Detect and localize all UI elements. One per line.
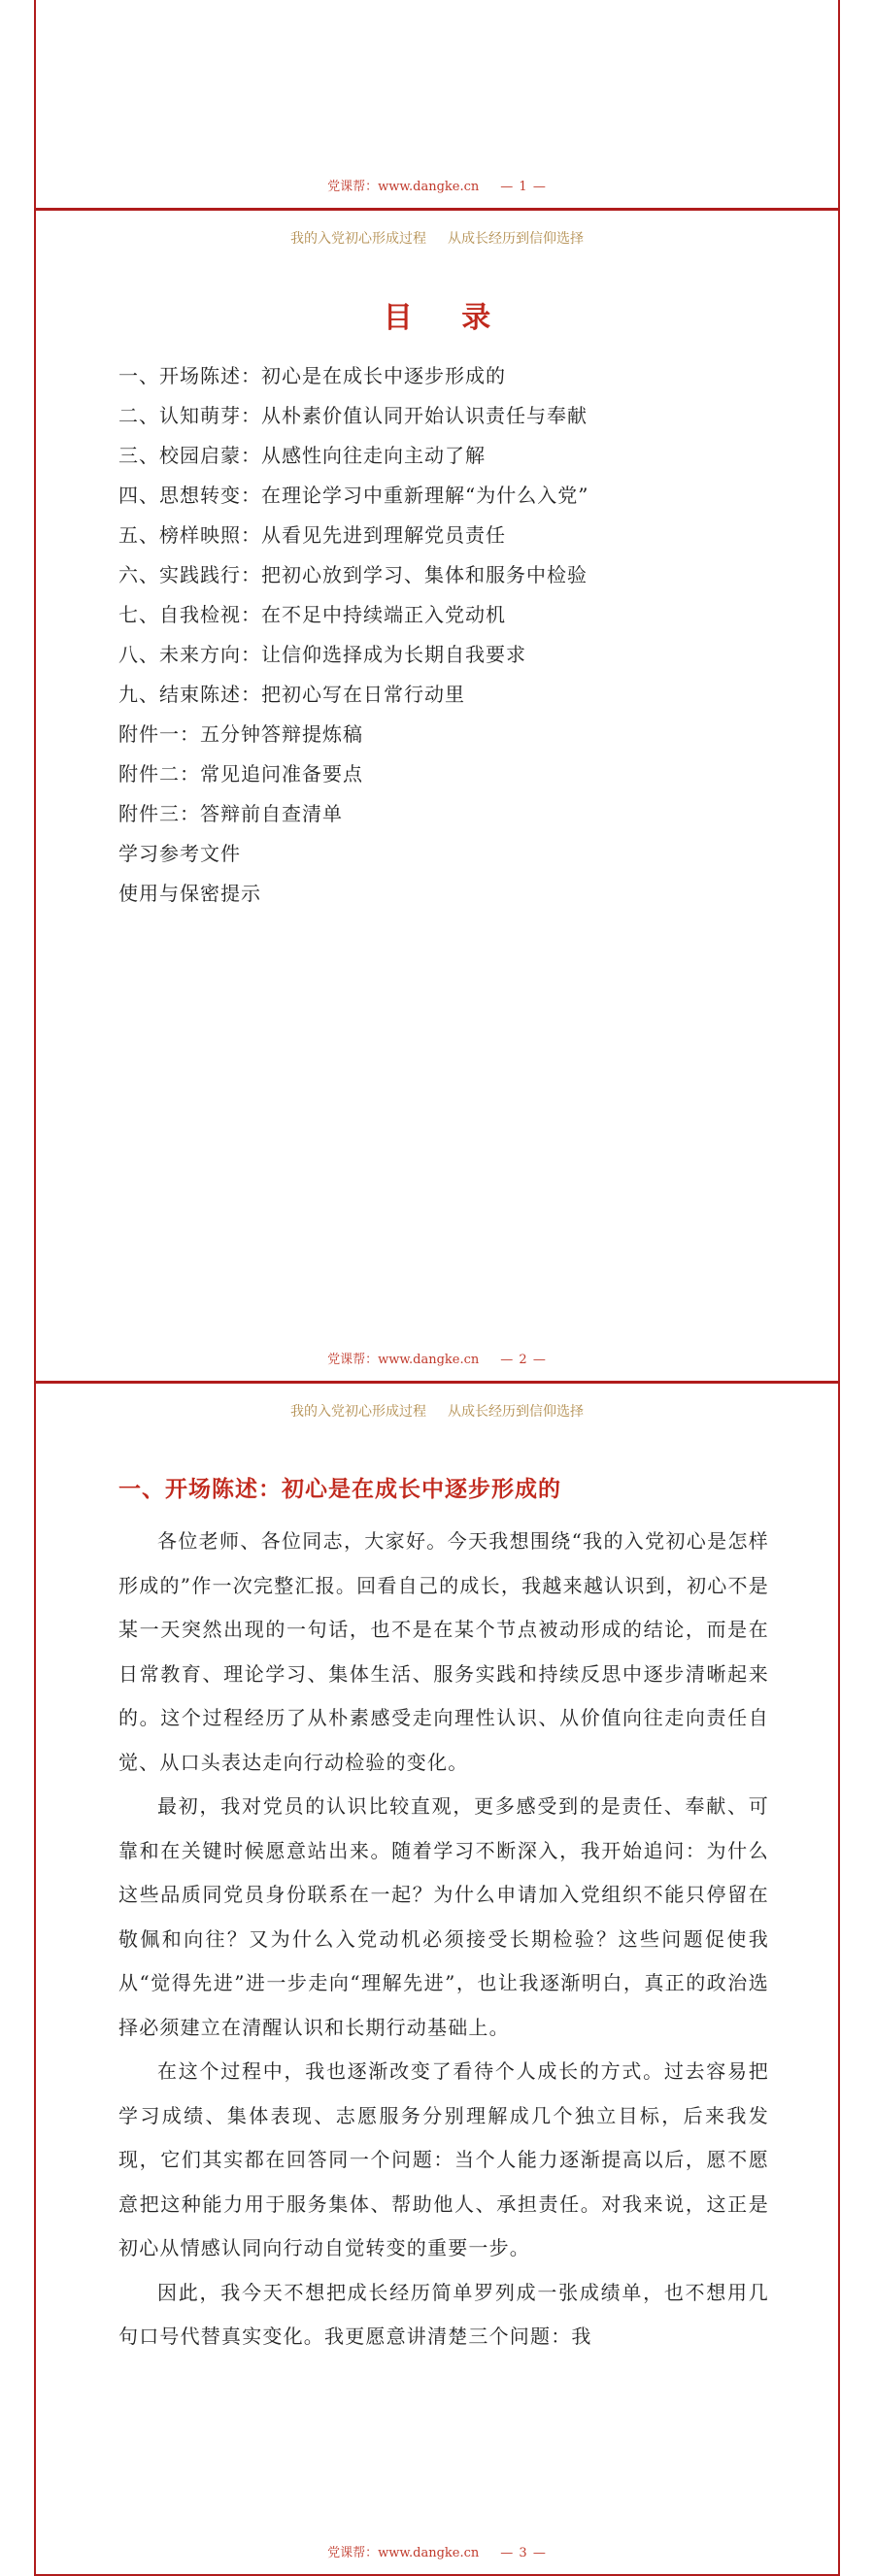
page-number: — 2 —: [500, 1353, 547, 1367]
page-number: — 3 —: [500, 2546, 547, 2560]
section-body: [118, 1520, 769, 2359]
header-title: 我的入党初心形成过程: [290, 1404, 426, 1420]
toc-item[interactable]: 附件一：五分钟答辩提炼稿: [118, 722, 363, 746]
toc-item[interactable]: 八、未来方向：让信仰选择成为长期自我要求: [118, 643, 526, 666]
footer-site[interactable]: 党课帮：www.dangke.cn: [327, 1353, 480, 1367]
toc-item[interactable]: 四、思想转变：在理论学习中重新理解“为什么入党”: [118, 484, 589, 507]
page-number: — 1 —: [500, 180, 547, 194]
body-paragraph: 最初，我对党员的认识比较直观，更多感受到的是责任、奉献、可靠和在关键时候愿意站出来。随着学习不断深入，我开始追问：为什么这些品质同党员身份联系在一起？为什么申请加入党组织不能只停留在敬佩和向往？又为什么入党动机必须接受长期检验？这些问题促使我从“觉得先进”进一步走向“理解先进”，也让我逐渐明白，真正的政治选择必须建立在清醒认识和长期行动基础上。: [118, 1794, 769, 2039]
toc-item[interactable]: 二、认知萌芽：从朴素价值认同开始认识责任与奉献: [118, 404, 588, 427]
toc-item[interactable]: 九、结束陈述：把初心写在日常行动里: [118, 683, 465, 706]
toc-item[interactable]: 七、自我检视：在不足中持续端正入党动机: [118, 603, 506, 626]
footer-site[interactable]: 党课帮：www.dangke.cn: [327, 2546, 480, 2560]
section-heading: 一、开场陈述：初心是在成长中逐步形成的: [118, 1476, 561, 1502]
page-footer: [36, 176, 838, 194]
toc-title: 目 录: [383, 301, 511, 335]
header-subtitle: 从成长经历到信仰选择: [448, 231, 584, 247]
page-footer: [36, 2542, 838, 2560]
header-title: 我的入党初心形成过程: [290, 231, 426, 247]
page-footer: [36, 1349, 838, 1367]
toc-item[interactable]: 三、校园启蒙：从感性向往走向主动了解: [118, 444, 486, 467]
footer-site[interactable]: 党课帮：www.dangke.cn: [327, 180, 480, 194]
body-paragraph: 因此，我今天不想把成长经历简单罗列成一张成绩单，也不想用几句口号代替真实变化。我更愿意讲清楚三个问题：我: [118, 2280, 769, 2348]
toc-item[interactable]: 附件二：常见追问准备要点: [118, 762, 363, 786]
page-3: [34, 1384, 840, 2576]
toc-item[interactable]: 六、实践践行：把初心放到学习、集体和服务中检验: [118, 563, 588, 586]
body-paragraph: 在这个过程中，我也逐渐改变了看待个人成长的方式。过去容易把学习成绩、集体表现、志愿服务分别理解成几个独立目标，后来我发现，它们其实都在回答同一个问题：当个人能力逐渐提高以后，愿不愿意把这种能力用于服务集体、帮助他人、承担责任。对我来说，这正是初心从情感认同向行动自觉转变的重要一步。: [118, 2059, 769, 2259]
toc-item[interactable]: 一、开场陈述：初心是在成长中逐步形成的: [118, 364, 506, 387]
page-1: [34, 0, 840, 211]
header-subtitle: 从成长经历到信仰选择: [448, 1404, 584, 1420]
toc-item[interactable]: 五、榜样映照：从看见先进到理解党员责任: [118, 523, 506, 547]
body-paragraph: 各位老师、各位同志，大家好。今天我想围绕“我的入党初心是怎样形成的”作一次完整汇报。回看自己的成长，我越来越认识到，初心不是某一天突然出现的一句话，也不是在某个节点被动形成的结论，而是在日常教育、理论学习、集体生活、服务实践和持续反思中逐步清晰起来的。这个过程经历了从朴素感受走向理性认识、从价值向往走向责任自觉、从口头表达走向行动检验的变化。: [118, 1529, 769, 1774]
toc-item[interactable]: 附件三：答辩前自查清单: [118, 802, 343, 825]
table-of-contents: [118, 356, 588, 914]
page-header: [36, 228, 838, 248]
toc-item[interactable]: 学习参考文件: [118, 842, 241, 865]
page-2: [34, 211, 840, 1384]
page-header: [36, 1401, 838, 1421]
toc-item[interactable]: 使用与保密提示: [118, 882, 261, 905]
